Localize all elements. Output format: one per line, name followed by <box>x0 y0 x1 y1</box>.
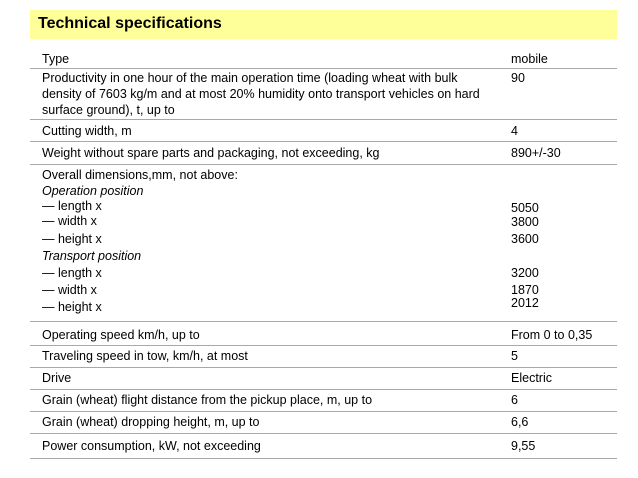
productivity-label-line-3: surface ground), t, up to <box>42 103 175 117</box>
row-divider <box>30 389 617 390</box>
op-height-value: 3600 <box>511 232 539 246</box>
row-divider <box>30 321 617 322</box>
tr-height-value: 2012 <box>511 296 539 310</box>
op-height-label: — height x <box>42 232 102 246</box>
tr-length-value: 3200 <box>511 266 539 280</box>
row-divider <box>30 458 617 459</box>
productivity-value: 90 <box>511 71 525 85</box>
op-width-value: 3800 <box>511 215 539 229</box>
power-label: Power consumption, kW, not exceeding <box>42 439 261 453</box>
dropping-height-label: Grain (wheat) dropping height, m, up to <box>42 415 260 429</box>
row-divider <box>30 164 617 165</box>
weight-label: Weight without spare parts and packaging, not exceeding, kg <box>42 146 380 160</box>
title-bar <box>30 10 617 39</box>
row-divider <box>30 367 617 368</box>
cutting-width-value: 4 <box>511 124 518 138</box>
cutting-width-label: Cutting width, m <box>42 124 132 138</box>
flight-distance-label: Grain (wheat) flight distance from the pickup place, m, up to <box>42 393 373 407</box>
flight-distance-value: 6 <box>511 393 518 407</box>
row-divider <box>30 68 617 69</box>
op-length-label: — length x <box>42 199 102 213</box>
tr-width-label: — width x <box>42 283 97 297</box>
tr-width-value: 1870 <box>511 283 539 297</box>
traveling-speed-label: Traveling speed in tow, km/h, at most <box>42 349 248 363</box>
dimensions-label: Overall dimensions,mm, not above: <box>42 168 238 182</box>
row-divider <box>30 433 617 434</box>
tr-length-label: — length x <box>42 266 102 280</box>
row-divider <box>30 141 617 142</box>
row-divider <box>30 119 617 120</box>
productivity-label-line-2: density of 7603 kg/m and at most 20% humidity onto transport vehicles on hard <box>42 87 480 101</box>
row-divider <box>30 411 617 412</box>
productivity-label-line-1: Productivity in one hour of the main operation time (loading wheat with bulk <box>42 71 458 85</box>
transport-position-heading: Transport position <box>42 249 142 263</box>
drive-value: Electric <box>511 371 552 385</box>
page-title: Technical specifications <box>38 15 222 32</box>
operating-speed-value: From 0 to 0,35 <box>511 328 593 342</box>
drive-label: Drive <box>42 371 72 385</box>
row-divider <box>30 345 617 346</box>
power-value: 9,55 <box>511 439 536 453</box>
type-label: Type <box>42 52 70 66</box>
operation-position-heading: Operation position <box>42 184 144 198</box>
traveling-speed-value: 5 <box>511 349 518 363</box>
op-length-value: 5050 <box>511 201 539 215</box>
op-width-label: — width x <box>42 214 97 228</box>
type-value: mobile <box>511 52 548 66</box>
dropping-height-value: 6,6 <box>511 415 529 429</box>
tr-height-label: — height x <box>42 300 102 314</box>
operating-speed-label: Operating speed km/h, up to <box>42 328 200 342</box>
weight-value: 890+/-30 <box>511 146 561 160</box>
